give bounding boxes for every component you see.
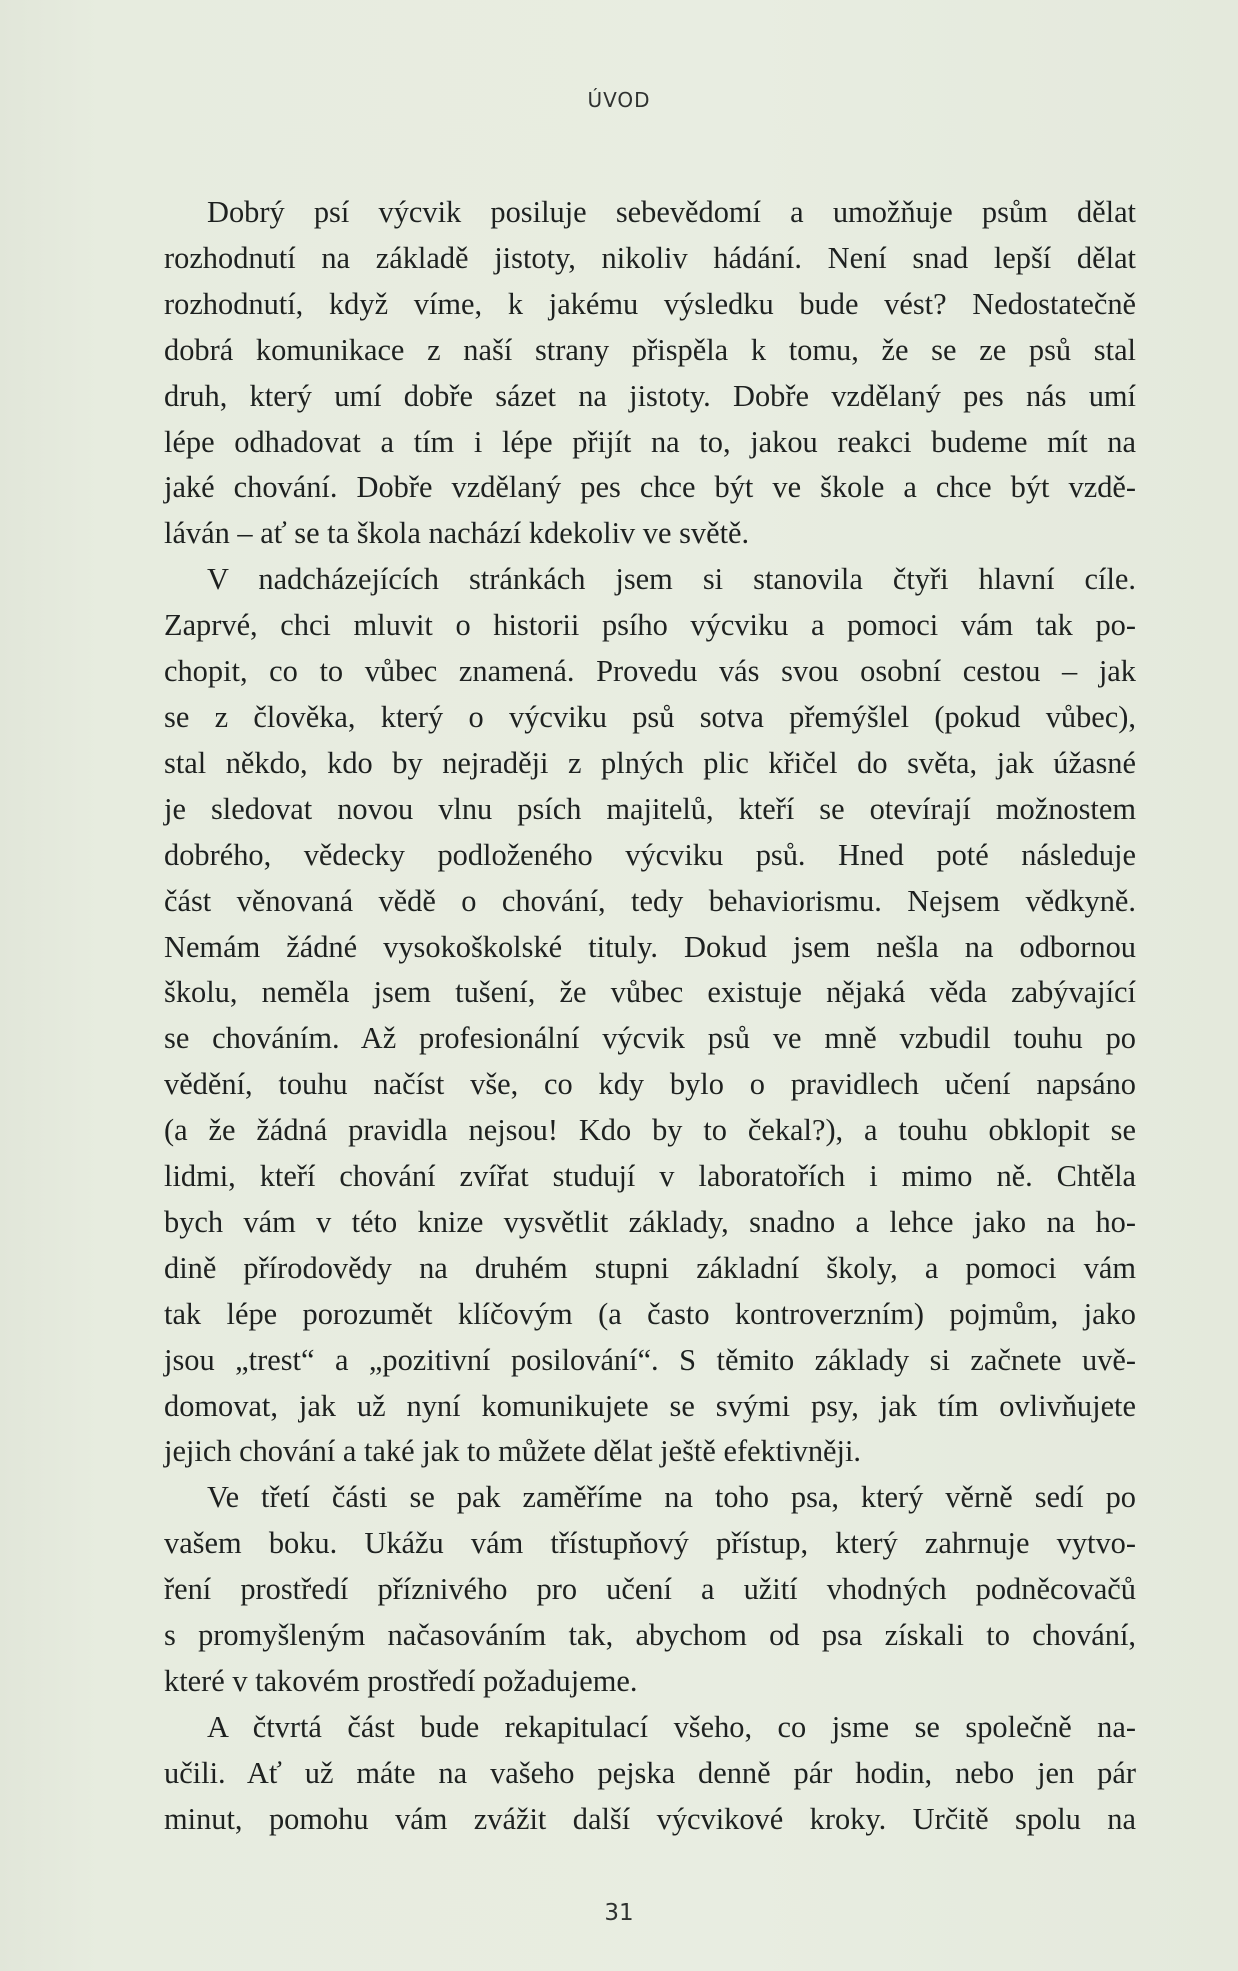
text-line: vědění, touhu načíst vše, co kdy bylo o pravidlech učení napsáno: [164, 1067, 1136, 1102]
text-line: lépe odhadovat a tím i lépe přijít na to, jakou reakci budeme mít na: [164, 424, 1136, 459]
text-line: A čtvrtá část bude rekapitulací všeho, co jsme se společně na-: [207, 1709, 1136, 1744]
text-line: Nemám žádné vysokoškolské tituly. Dokud jsem nešla na odbornou: [164, 929, 1136, 964]
text-line: láván – ať se ta škola nachází kdekoliv ve světě.: [164, 516, 750, 551]
text-line: stal někdo, kdo by nejraději z plných plic křičel do světa, jak úžasné: [164, 745, 1136, 780]
body-text: [164, 190, 1136, 1843]
text-line: rozhodnutí na základě jistoty, nikoliv hádání. Není snad lepší dělat: [164, 240, 1136, 275]
page-number: 31: [604, 1900, 634, 1926]
text-line: s promyšleným načasováním tak, abychom od psa získali to chování,: [164, 1618, 1136, 1653]
text-line: bych vám v této knize vysvětlit základy, snadno a lehce jako na ho-: [164, 1204, 1136, 1239]
paragraph-3: [164, 1475, 1136, 1705]
text-line: Dobrý psí výcvik posiluje sebevědomí a umožňuje psům dělat: [207, 195, 1136, 229]
text-line: dobrá komunikace z naší strany přispěla k tomu, že se ze psů stal: [164, 332, 1136, 367]
text-line: se z člověka, který o výcviku psů sotva přemýšlel (pokud vůbec),: [164, 699, 1136, 734]
text-line: je sledovat novou vlnu psích majitelů, kteří se otevírají možnostem: [164, 791, 1136, 826]
text-line: jsou „trest“ a „pozitivní posilování“. S těmito základy si začnete uvě-: [164, 1342, 1136, 1377]
running-head: ÚVOD: [587, 88, 651, 112]
text-line: chopit, co to vůbec znamená. Provedu vás svou osobní cestou – jak: [164, 654, 1136, 689]
text-line: dobrého, vědecky podloženého výcviku psů. Hned poté následuje: [164, 837, 1136, 872]
text-line: V nadcházejících stránkách jsem si stanovila čtyři hlavní cíle.: [207, 562, 1136, 597]
text-line: vašem boku. Ukážu vám třístupňový přístup, který zahrnuje vytvo-: [164, 1526, 1136, 1561]
text-line: Ve třetí části se pak zaměříme na toho psa, který věrně sedí po: [207, 1480, 1136, 1515]
paragraph-4: [164, 1705, 1136, 1843]
paragraph-2: [164, 557, 1136, 1475]
text-line: jejich chování a také jak to můžete dělat ještě efektivněji.: [164, 1434, 861, 1469]
text-line: domovat, jak už nyní komunikujete se svými psy, jak tím ovlivňujete: [164, 1388, 1136, 1423]
text-line: Zaprvé, chci mluvit o historii psího výcviku a pomoci vám tak po-: [164, 608, 1136, 643]
text-line: druh, který umí dobře sázet na jistoty. Dobře vzdělaný pes nás umí: [164, 378, 1136, 413]
text-line: školu, neměla jsem tušení, že vůbec existuje nějaká věda zabývající: [164, 975, 1136, 1010]
text-line: minut, pomohu vám zvážit další výcvikové kroky. Určitě spolu na: [164, 1801, 1136, 1836]
text-line: se chováním. Až profesionální výcvik psů ve mně vzbudil touhu po: [164, 1021, 1136, 1056]
text-line: ření prostředí příznivého pro učení a užití vhodných podněcovačů: [164, 1572, 1136, 1607]
text-line: část věnovaná vědě o chování, tedy behaviorismu. Nejsem vědkyně.: [164, 883, 1136, 918]
text-line: tak lépe porozumět klíčovým (a často kontroverzním) pojmům, jako: [164, 1296, 1136, 1331]
text-line: dině přírodovědy na druhém stupni základní školy, a pomoci vám: [164, 1250, 1136, 1285]
text-line: učili. Ať už máte na vašeho pejska denně pár hodin, nebo jen pár: [164, 1755, 1136, 1790]
text-line: (a že žádná pravidla nejsou! Kdo by to čekal?), a touhu obklopit se: [164, 1113, 1136, 1148]
text-line: rozhodnutí, když víme, k jakému výsledku bude vést? Nedostatečně: [164, 286, 1136, 321]
paragraph-1: [164, 190, 1136, 557]
text-line: jaké chování. Dobře vzdělaný pes chce být ve škole a chce být vzdě-: [164, 470, 1136, 505]
text-line: které v takovém prostředí požadujeme.: [164, 1664, 638, 1698]
text-line: lidmi, kteří chování zvířat studují v laboratořích i mimo ně. Chtěla: [164, 1159, 1136, 1194]
